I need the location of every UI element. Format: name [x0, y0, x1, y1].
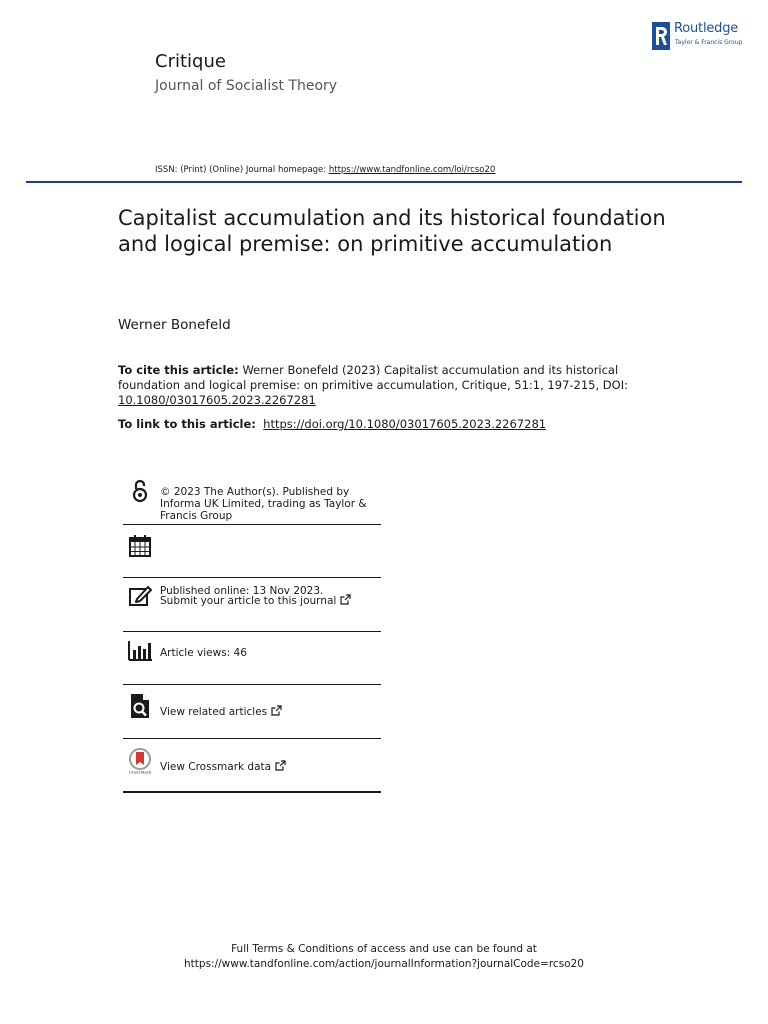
citation-block — [118, 363, 638, 408]
article-title: Capitalist accumulation and its historical foundation and logical premise: on primitive accumulation — [118, 206, 666, 256]
article-link-line — [118, 417, 546, 431]
calendar-icon — [127, 533, 153, 559]
submit-label[interactable]: Submit your article to this journal — [160, 595, 337, 607]
crossmark-icon — [127, 748, 153, 774]
related-text[interactable] — [160, 705, 384, 718]
issn-line — [155, 165, 495, 175]
routledge-mark-icon — [652, 22, 670, 50]
citation-label: To cite this article: — [118, 363, 239, 377]
header-rule — [26, 181, 742, 183]
article-doi-link[interactable]: https://doi.org/10.1080/03017605.2023.2267281 — [263, 417, 547, 431]
license-row — [123, 478, 381, 525]
journal-homepage-link[interactable]: https://www.tandfonline.com/loi/rcso20 — [328, 165, 496, 175]
crossmark-label[interactable]: View Crossmark data — [160, 761, 272, 773]
external-link-icon — [271, 705, 282, 716]
external-link-icon — [340, 594, 351, 605]
document-search-icon — [127, 693, 153, 719]
footer-terms-link[interactable]: https://www.tandfonline.com/action/journalInformation?journalCode=rcso20 — [184, 958, 584, 970]
footer — [0, 942, 768, 972]
external-link-icon — [275, 760, 286, 771]
article-metadata-list — [123, 478, 381, 793]
publisher-subtitle: Taylor & Francis Group — [675, 39, 743, 46]
crossmark-row[interactable] — [123, 739, 381, 793]
journal-title: Critique — [155, 51, 226, 72]
publisher-logo — [652, 20, 752, 50]
views-text: Article views: 46 — [160, 647, 247, 659]
edit-icon — [127, 584, 153, 610]
submit-row[interactable] — [123, 578, 381, 632]
related-row[interactable] — [123, 685, 381, 739]
license-text: © 2023 The Author(s). Published by Informa UK Limited, trading as Taylor & Francis Group — [160, 486, 367, 522]
bar-chart-icon — [127, 638, 153, 664]
footer-line-1: Full Terms & Conditions of access and use can be found at — [231, 943, 537, 955]
open-access-icon — [127, 478, 153, 504]
submit-text[interactable] — [160, 594, 384, 607]
published-text: Published online: 13 Nov 2023. — [160, 585, 324, 597]
issn-text: ISSN: (Print) (Online) Journal homepage: — [155, 165, 329, 175]
crossmark-logo-text: CrossMark — [128, 769, 152, 774]
article-author: Werner Bonefeld — [118, 317, 231, 333]
citation-doi-link[interactable]: 10.1080/03017605.2023.2267281 — [118, 393, 316, 407]
publisher-name: Routledge — [674, 21, 739, 36]
views-row — [123, 632, 381, 685]
journal-subtitle: Journal of Socialist Theory — [155, 78, 338, 94]
article-link-label: To link to this article: — [118, 417, 256, 431]
related-label[interactable]: View related articles — [160, 706, 268, 718]
crossmark-text[interactable] — [160, 760, 384, 773]
published-row — [123, 525, 381, 597]
citation-text: Werner Bonefeld (2023) Capitalist accumulation and its historical foundation and logical premise: on primitive accumulation, Critique, 51:1, 197-215, DOI: — [118, 363, 628, 392]
